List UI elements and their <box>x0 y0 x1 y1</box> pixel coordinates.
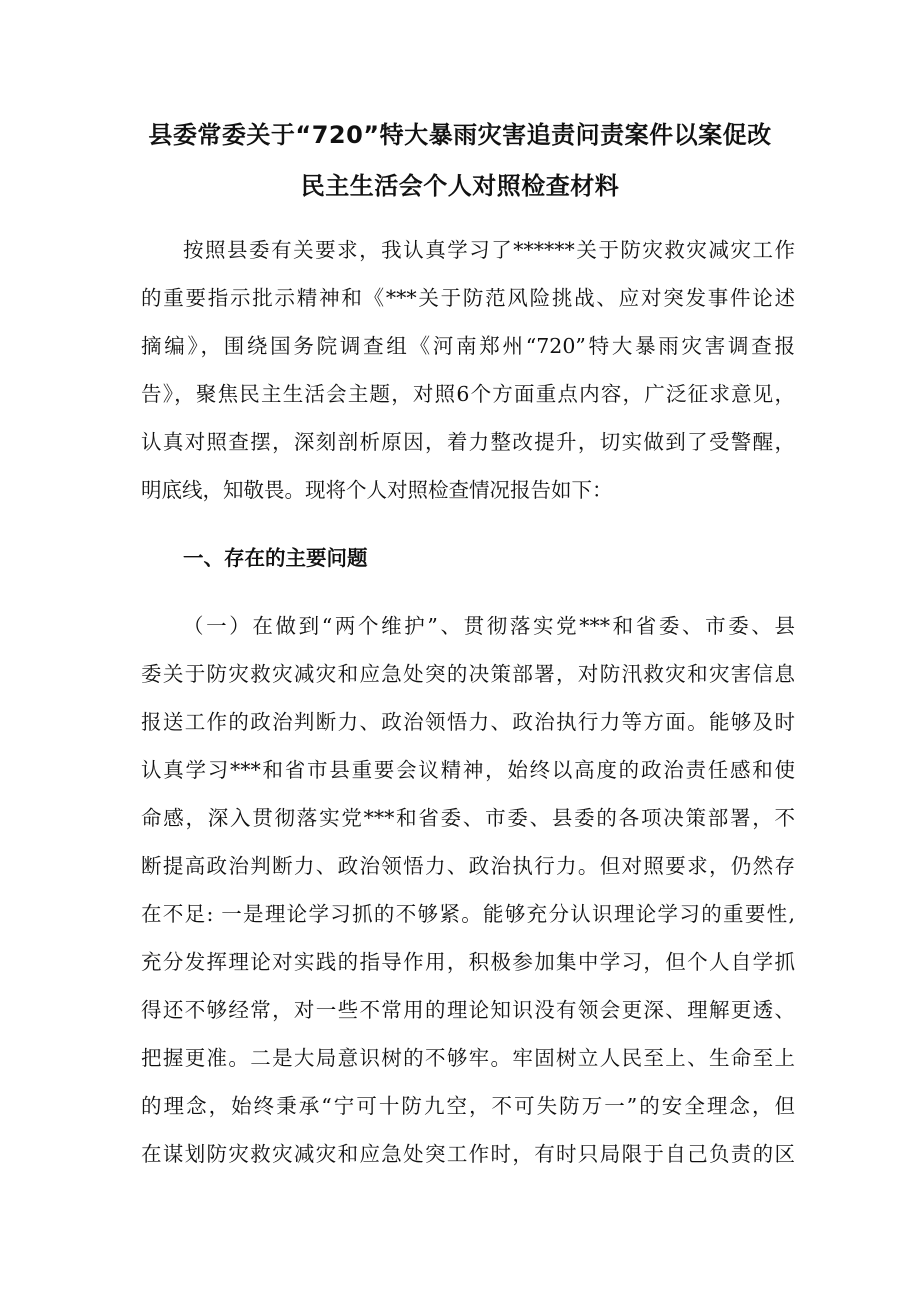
intro-line: 的重要指示批示精神和《***关于防范风险挑战、应对突发事件论述 <box>141 286 795 310</box>
section-line: 断提高政治判断力、政治领悟力、政治执行力。但对照要求，仍然存 <box>141 854 795 878</box>
section-heading: 一、存在的主要问题 <box>183 546 368 570</box>
intro-line: 告》，聚焦民主生活会主题，对照6个方面重点内容，广泛征求意见， <box>141 382 795 406</box>
intro-line: 明底线，知敬畏。现将个人对照检查情况报告如下： <box>141 478 613 502</box>
section-line: 的理念，始终秉承“宁可十防九空，不可失防万一”的安全理念，但 <box>141 1094 795 1118</box>
section-line: 认真学习***和省市县重要会议精神，始终以高度的政治责任感和使 <box>141 758 795 782</box>
section-line: 委关于防灾救灾减灾和应急处突的决策部署，对防汛救灾和灾害信息 <box>141 662 795 686</box>
section-line: 充分发挥理论对实践的指导作用，积极参加集中学习，但个人自学抓 <box>141 950 795 974</box>
intro-line: 摘编》，围绕国务院调查组《河南郑州“720”特大暴雨灾害调查报 <box>141 334 795 358</box>
section-line: （一）在做到“两个维护”、贯彻落实党***和省委、市委、县 <box>183 614 795 638</box>
document-title-line-2: 民主生活会个人对照检查材料 <box>300 172 620 200</box>
section-line: 得还不够经常，对一些不常用的理论知识没有领会更深、理解更透、 <box>141 998 795 1022</box>
document-title-line-1: 县委常委关于“720”特大暴雨灾害追责问责案件以案促改 <box>148 121 772 149</box>
section-line: 在谋划防灾救灾减灾和应急处突工作时，有时只局限于自己负责的区 <box>141 1142 795 1166</box>
section-line: 报送工作的政治判断力、政治领悟力、政治执行力等方面。能够及时 <box>141 710 795 734</box>
section-line: 把握更准。二是大局意识树的不够牢。牢固树立人民至上、生命至上 <box>141 1046 795 1070</box>
section-line: 在不足: 一是理论学习抓的不够紧。能够充分认识理论学习的重要性, <box>141 902 795 926</box>
section-line: 命感，深入贯彻落实党***和省委、市委、县委的各项决策部署，不 <box>141 806 795 830</box>
intro-line: 按照县委有关要求，我认真学习了******关于防灾救灾减灾工作 <box>183 238 795 262</box>
intro-line: 认真对照查摆，深刻剖析原因，着力整改提升，切实做到了受警醒， <box>141 430 795 454</box>
